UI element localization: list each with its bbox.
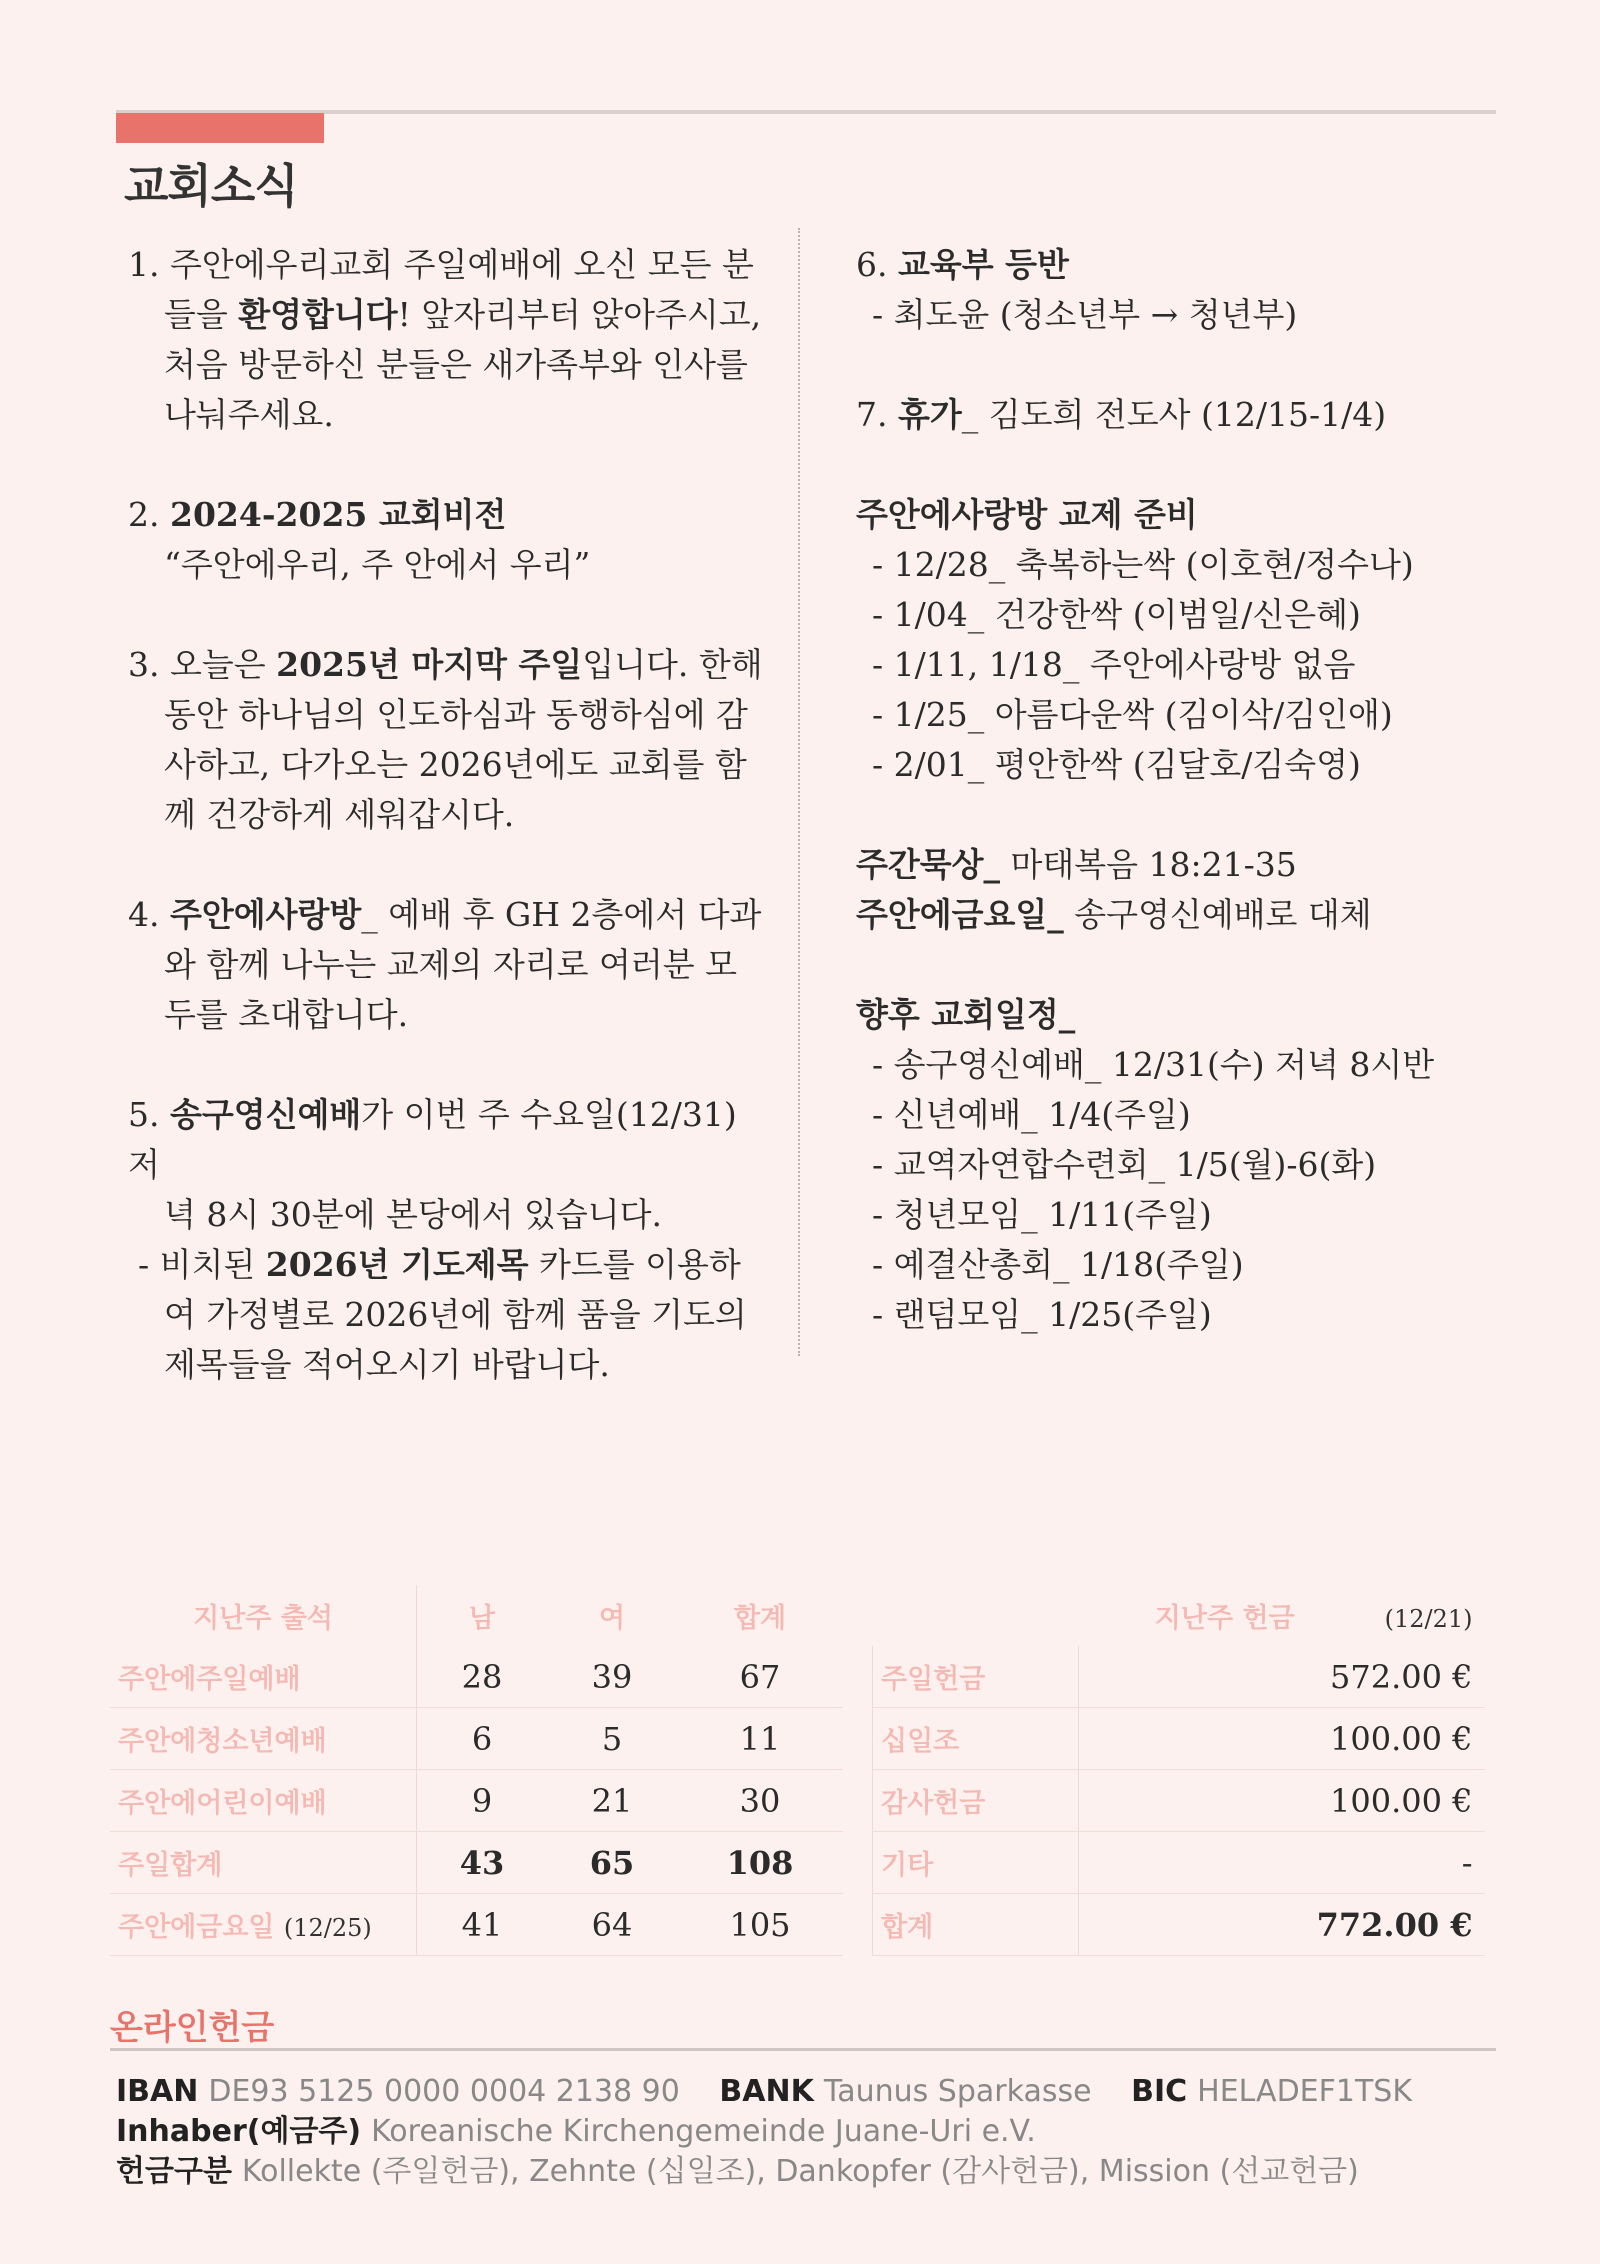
news-item-7: 7. 휴가_ 김도희 전도사 (12/15-1/4): [856, 395, 1387, 434]
holder-value: Koreanische Kirchengemeinde Juane-Uri e.V.: [371, 2114, 1036, 2149]
offering-type-value: Kollekte (주일헌금), Zehnte (십일조), Dankopfer (감사헌금), Mission (선교헌금): [241, 2154, 1359, 2189]
header-accent-bar: [116, 113, 324, 143]
column-divider: [798, 228, 800, 1356]
right-column: 6. 교육부 등반 - 최도윤 (청소년부 → 청년부) 7. 휴가_ 김도희 전도사 (12/15-1/4) 주안에사랑방 교제 준비 - 12/28_ 축복하는싹 (이호현/정수나) - 1/04_ 건강한싹 (이범일/신은혜) - 1/11, 1/18_ 주안에사랑방 없음 - 1/25_ 아름다운싹 (김이삭/김인애) - 2/01_ 평안한싹 (김달호/김숙영) 주간묵상_ 마태복음 18:21-35 주안에금요일_ 송구영신예배로 대체 향후 교회일정_ - 송구영신예배_ 12/31(수) 저녁 8시반 - 신년예배_ 1/4(주일) - 교역자연합수련회_ 1/5(월)-6(화) - 청년모임_ 1/11(주일) - 예결산총회_ 1/18(주일) - 랜덤모임_ 1/25(주일): [856, 240, 1496, 1340]
list-item: - 랜덤모임_ 1/25(주일): [872, 1295, 1212, 1334]
list-item: - 신년예배_ 1/4(주일): [872, 1095, 1191, 1134]
list-item: - 교역자연합수련회_ 1/5(월)-6(화): [872, 1145, 1377, 1184]
table-row: 주일헌금 572.00 €: [873, 1646, 1485, 1708]
list-item: - 1/25_ 아름다운싹 (김이삭/김인애): [872, 695, 1393, 734]
sarang-title: 주안에사랑방 교제 준비: [856, 495, 1198, 534]
weekly-meditation: 주간묵상_ 마태복음 18:21-35: [856, 845, 1297, 884]
bank-info: IBAN DE93 5125 0000 0004 2138 90 BANK Taunus Sparkasse BIC HELADEF1TSK Inhaber(예금주) Koreanische Kirchengemeinde Juane-Uri e.V. 헌금구분 Kollekte (주일헌금), Zehnte (십일조), Dankopfer (감사헌금), Mission (선교헌금): [116, 2074, 1413, 2189]
news-item-1: 1. 주안에우리교회 주일예배에 오신 모든 분 들을 환영합니다! 앞자리부터 앉아주시고, 처음 방문하신 분들은 새가족부와 인사를 나눠주세요.: [128, 245, 762, 434]
news-item-4: 4. 주안에사랑방_ 예배 후 GH 2층에서 다과 와 함께 나누는 교제의 자리로 여러분 모 두를 초대합니다.: [128, 895, 762, 1034]
list-item: - 청년모임_ 1/11(주일): [872, 1195, 1212, 1234]
table-row: 주안에주일예배 28 39 67: [110, 1646, 843, 1708]
bic-value: HELADEF1TSK: [1197, 2074, 1413, 2109]
table-row: 주안에어린이예배 9 21 30: [110, 1770, 843, 1832]
friday-service: 주안에금요일_ 송구영신예배로 대체: [856, 895, 1372, 934]
list-item: - 1/04_ 건강한싹 (이범일/신은혜): [872, 595, 1361, 634]
list-item: - 송구영신예배_ 12/31(수) 저녁 8시반: [872, 1045, 1435, 1084]
table-row: 십일조 100.00 €: [873, 1708, 1485, 1770]
online-offering-rule: [110, 2048, 1496, 2051]
news-item-2: 2. 2024-2025 교회비전 “주안에우리, 주 안에서 우리”: [128, 495, 591, 584]
table-row: 주안에청소년예배 6 5 11: [110, 1708, 843, 1770]
table-row: 주안에금요일 (12/25) 41 64 105: [110, 1894, 843, 1956]
list-item: - 1/11, 1/18_ 주안에사랑방 없음: [872, 645, 1356, 684]
table-row: 주일합계 43 65 108: [110, 1832, 843, 1894]
schedule-title: 향후 교회일정_: [856, 995, 1076, 1034]
online-offering-title: 온라인헌금: [110, 2008, 275, 2048]
list-item: - 12/28_ 축복하는싹 (이호현/정수나): [872, 545, 1414, 584]
table-row: 기타 -: [873, 1832, 1485, 1894]
list-item: - 2/01_ 평안한싹 (김달호/김숙영): [872, 745, 1361, 784]
news-item-5: 5. 송구영신예배가 이번 주 수요일(12/31) 저 녁 8시 30분에 본당에서 있습니다. - 비치된 2026년 기도제목 카드를 이용하 여 가정별로 2026년에 함께 품을 기도의 제목들을 적어오시기 바랍니다.: [128, 1095, 747, 1384]
bank-value: Taunus Sparkasse: [823, 2074, 1092, 2109]
attendance-table: 지난주 출석 남 여 합계 주안에주일예배 28 39 67 주안에청소년예배 6 5 11 주안에어린이예배 9 21 30 주일합계 43 65 108 주안에금요일 (12/25) 41 64 105: [110, 1585, 843, 1956]
left-column: [128, 240, 768, 1440]
table-row: 감사헌금 100.00 €: [873, 1770, 1485, 1832]
page-title: 교회소식: [124, 159, 298, 213]
iban-value: DE93 5125 0000 0004 2138 90: [208, 2074, 680, 2109]
welcome-highlight: 환영합니다: [238, 295, 398, 334]
vision-title: 2024-2025 교회비전: [169, 495, 507, 534]
news-item-6: 6. 교육부 등반: [856, 245, 1069, 284]
list-item: - 예결산총회_ 1/18(주일): [872, 1245, 1244, 1284]
offering-table: 지난주 헌금 (12/21) 주일헌금 572.00 € 십일조 100.00 € 감사헌금 100.00 € 기타 - 합계 772.00 €: [872, 1585, 1485, 1956]
table-row: 합계 772.00 €: [873, 1894, 1485, 1956]
news-item-3: 3. 오늘은 2025년 마지막 주일입니다. 한해 동안 하나님의 인도하심과 동행하심에 감 사하고, 다가오는 2026년에도 교회를 함 께 건강하게 세워갑시다.: [128, 645, 763, 834]
